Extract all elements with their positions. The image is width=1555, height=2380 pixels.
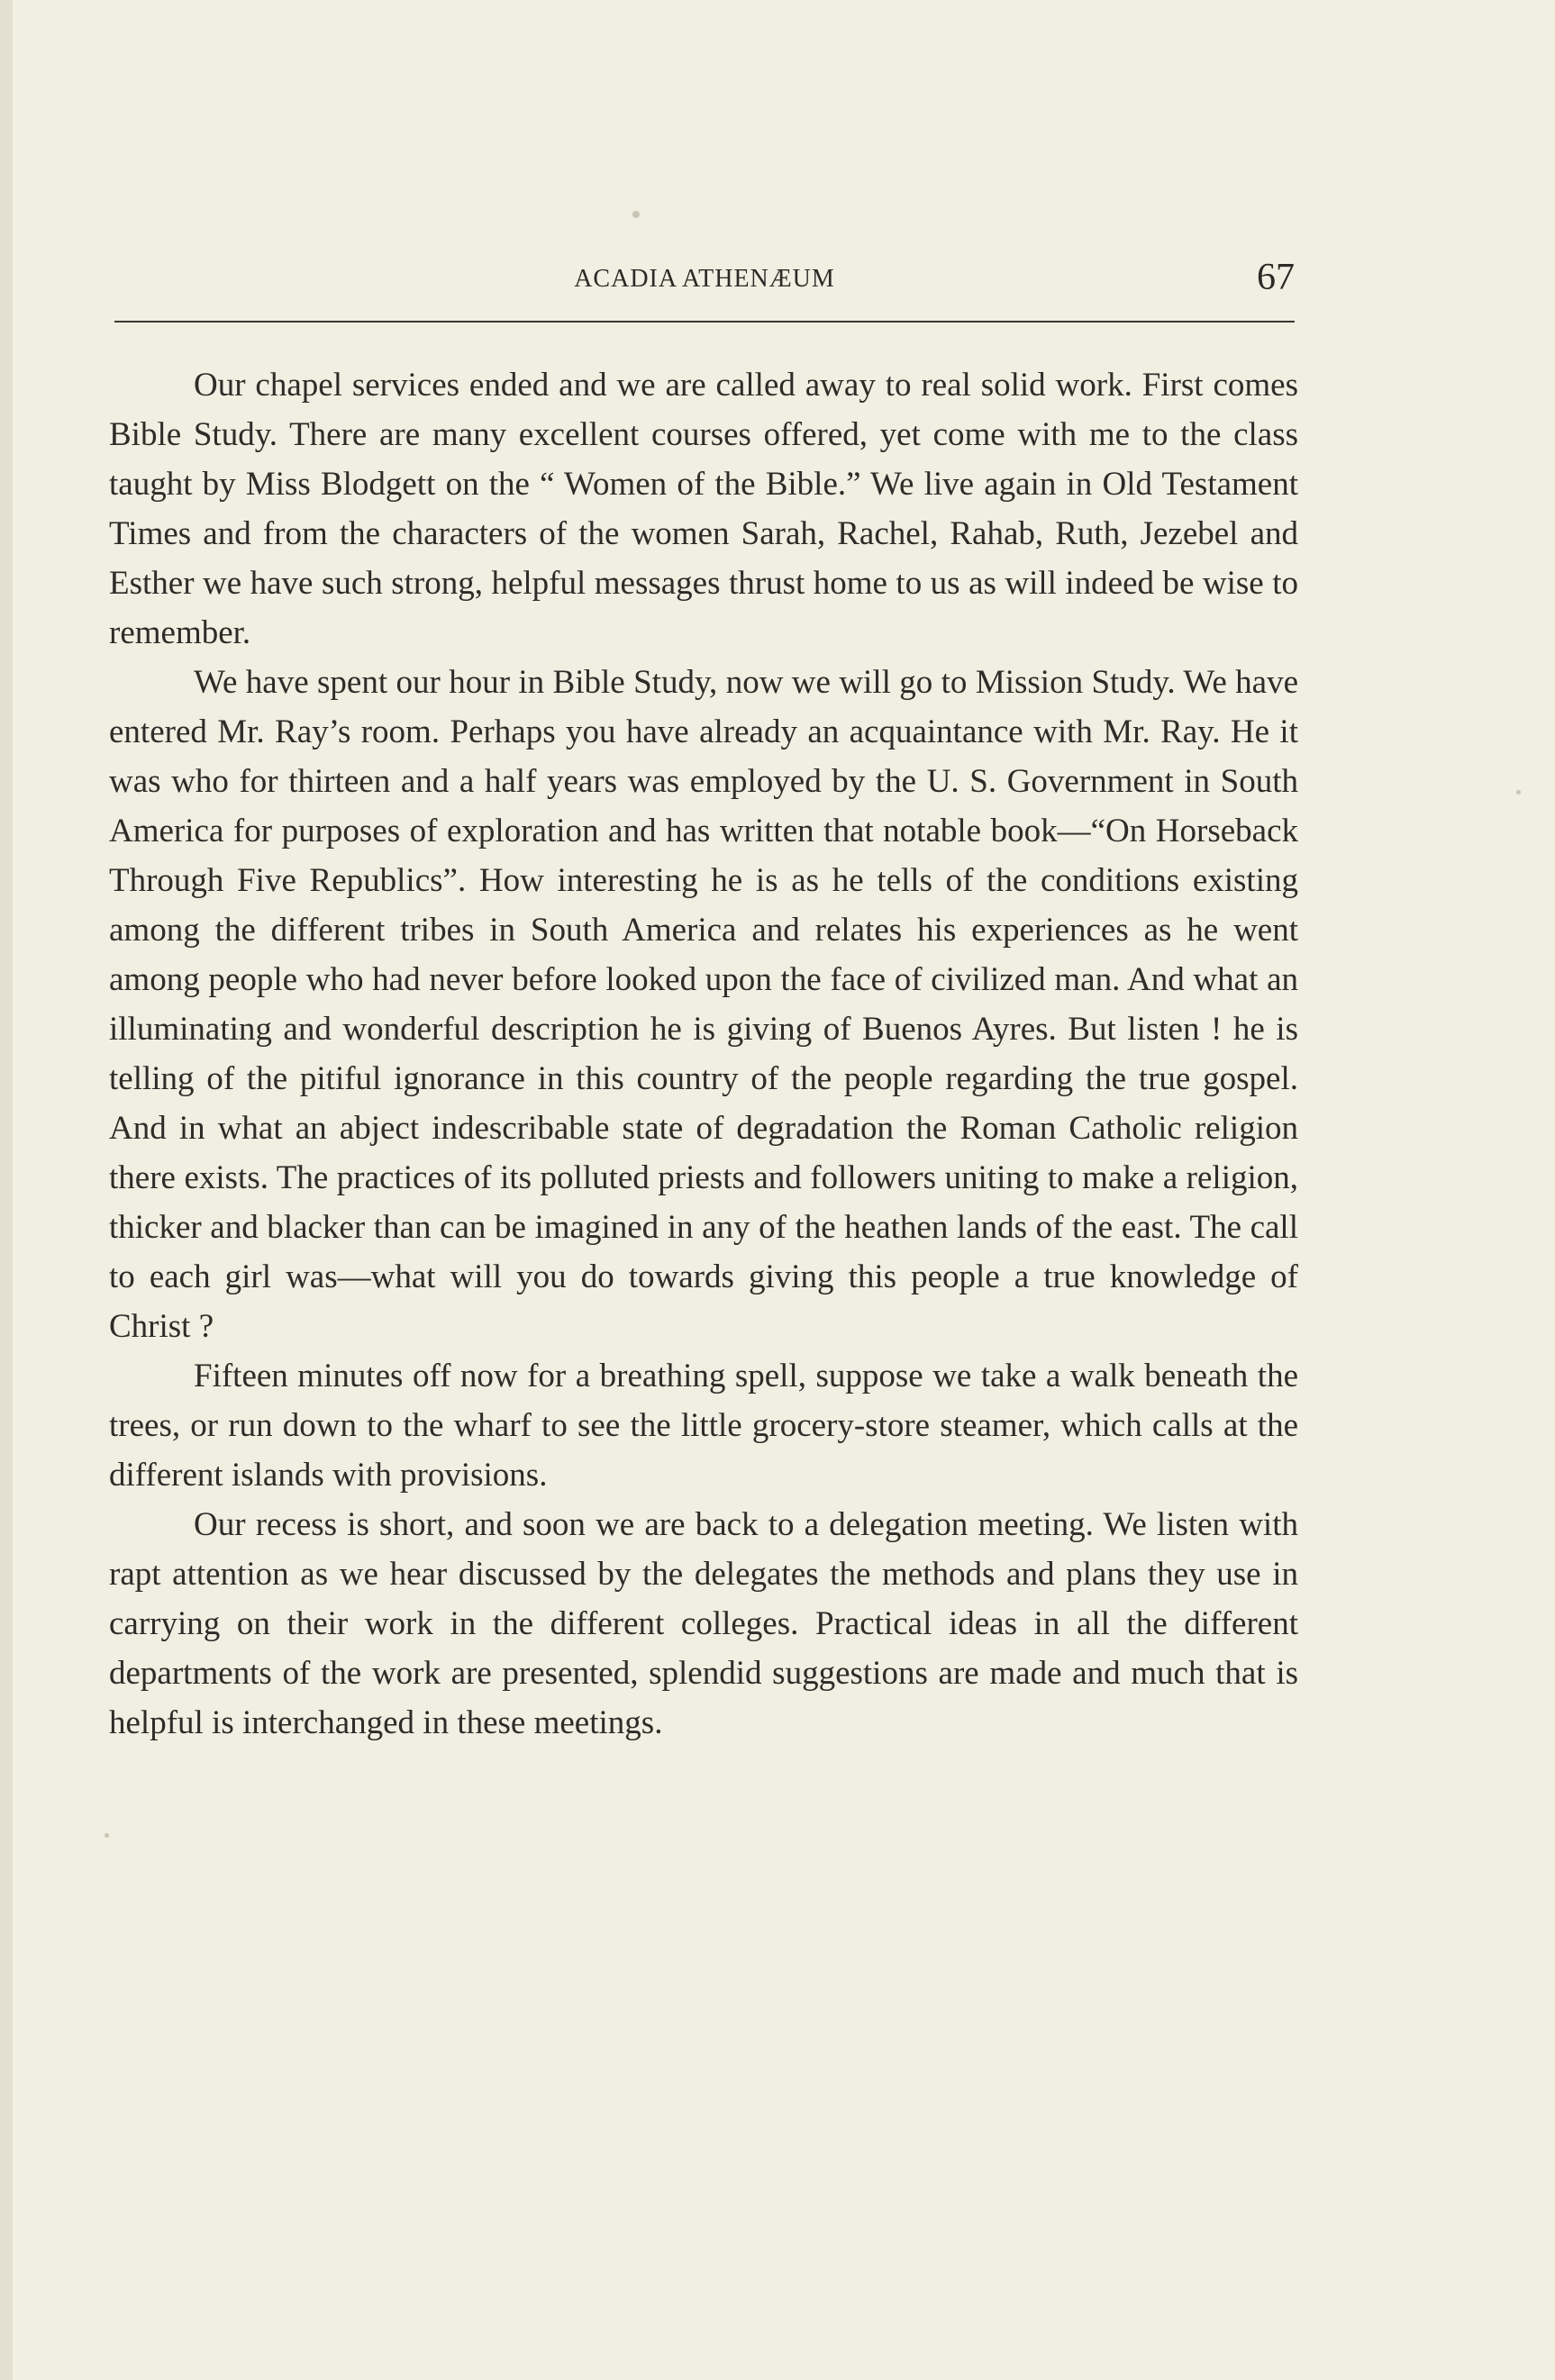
paragraph-bible-study: Our chapel services ended and we are called away to real solid work. First comes Bible Study. There are many excellent courses offered, yet come with me to the class taught by Miss Blodgett on the “ Women of the Bible.” We live again in Old Testament Times and from the characters of the women Sarah, Rachel, Rahab, Ruth, Jezebel and Esther we have such strong, helpful messages thrust home to us as will indeed be wise to remember. — [109, 367, 1298, 651]
paragraph-mission-study: We have spent our hour in Bible Study, now we will go to Mission Study. We have entered Mr. Ray’s room. Perhaps you have already an acquaintance with Mr. Ray. He it was who for thirteen and a half years was employed by the U. S. Government in South America for purposes of exploration and has written that notable book—“On Horseback Through Five Republics”. How interesting he is as he tells of the conditions existing among the different tribes in South America and relates his experiences as he went among people who had never before looked upon the face of civilized man. And what an illuminating and wonderful description he is giving of Buenos Ayres. But listen ! he is telling of the pitiful ignorance in this country of the people regarding the true gospel. And in what an abject indescribable state of degradation the Roman Catholic religion there exists. The practices of its polluted priests and followers uniting to make a religion, thicker and blacker than can be imagined in any of the heathen lands of the east. The call to each girl was—what will you do towards giving this people a true knowledge of Christ ? — [109, 664, 1298, 1345]
running-header — [114, 258, 1295, 303]
header-rule — [114, 321, 1295, 322]
journal-title: ACADIA ATHENÆUM — [574, 265, 835, 293]
paper-speck — [105, 1833, 109, 1838]
paper-speck — [632, 211, 640, 218]
page-number: 67 — [1257, 257, 1295, 298]
paragraph-delegation-meeting: Our recess is short, and soon we are back to a delegation meeting. We listen with rapt attention as we hear discussed by the delegates the methods and plans they use in carrying on their work in the different colleges. Practical ideas in all the different departments of the work are presented, splendid suggestions are made and much that is helpful is interchanged in these meetings. — [109, 1506, 1298, 1741]
page-binding-edge — [0, 0, 13, 2380]
paragraph-recess: Fifteen minutes off now for a breathing spell, suppose we take a walk beneath the trees, or run down to the wharf to see the little grocery-store steamer, which calls at the different islands with provisions. — [109, 1358, 1298, 1494]
paper-speck — [1516, 790, 1521, 795]
article-body — [109, 360, 1298, 1748]
